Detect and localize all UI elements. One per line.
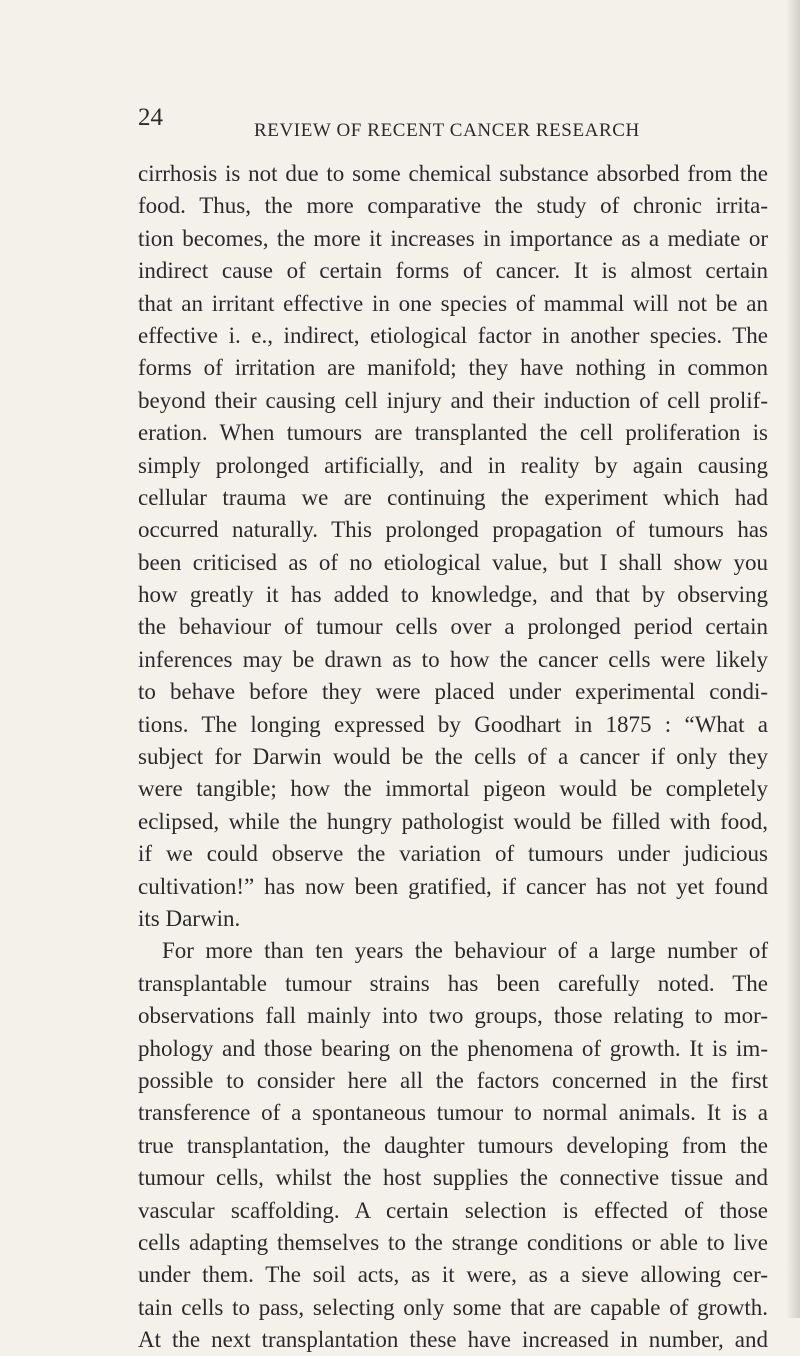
body-text	[138, 158, 768, 1356]
text-line: cirrhosis is not due to some chemical substance absorbed from the	[138, 161, 768, 186]
text-line: cellular trauma we are continuing the experiment which had	[138, 484, 768, 510]
text-line: effective i. e., indirect, etiological factor in another species. The	[138, 322, 768, 348]
text-line: transplantable tumour strains has been carefully noted. The	[138, 970, 768, 996]
text-line: indirect cause of certain forms of cancer. It is almost certain	[138, 258, 768, 284]
text-line: been criticised as of no etiological value, but I shall show you	[138, 549, 768, 575]
paragraph-2	[138, 935, 768, 1356]
text-line: tumour cells, whilst the host supplies the connective tissue and	[138, 1165, 768, 1191]
text-line: transference of a spontaneous tumour to normal animals. It is a	[138, 1100, 768, 1126]
text-line: cultivation!” has now been gratified, if cancer has not yet found	[138, 873, 768, 899]
text-line: to behave before they were placed under experimental condi-	[138, 679, 768, 705]
text-line: if we could observe the variation of tumours under judicious	[138, 841, 768, 867]
running-title: REVIEW OF RECENT CANCER RESEARCH	[254, 120, 640, 141]
text-line: its Darwin.	[138, 905, 241, 931]
text-line: tion becomes, the more it increases in importance as a mediate or	[138, 225, 768, 251]
text-line: phology and those bearing on the phenomena of growth. It is im-	[138, 1035, 768, 1061]
text-line: eclipsed, while the hungry pathologist would be filled with food,	[138, 808, 768, 834]
text-line: beyond their causing cell injury and their induction of cell prolif-	[138, 387, 768, 413]
text-line: vascular scaffolding. A certain selection is effected of those	[138, 1197, 768, 1223]
text-line: were tangible; how the immortal pigeon would be completely	[138, 776, 768, 802]
text-line: tions. The longing expressed by Goodhart in 1875 : “What a	[138, 711, 768, 737]
text-line: observations fall mainly into two groups, those relating to mor-	[138, 1003, 768, 1029]
page-header	[138, 104, 668, 144]
text-line: tain cells to pass, selecting only some that are capable of growth.	[138, 1294, 768, 1320]
text-line: cells adapting themselves to the strange conditions or able to live	[138, 1229, 768, 1255]
text-line: how greatly it has added to knowledge, and that by observing	[138, 582, 768, 608]
text-line: eration. When tumours are transplanted the cell proliferation is	[138, 420, 768, 446]
text-line: true transplantation, the daughter tumours developing from the	[138, 1132, 768, 1158]
page-number: 24	[138, 104, 163, 131]
text-line: the behaviour of tumour cells over a prolonged period certain	[138, 614, 768, 640]
text-line: under them. The soil acts, as it were, as a sieve allowing cer-	[138, 1262, 768, 1288]
text-line: occurred naturally. This prolonged propagation of tumours has	[138, 517, 768, 543]
text-line: forms of irritation are manifold; they have nothing in common	[138, 355, 768, 381]
page-edge-shadow	[786, 0, 800, 1318]
text-line: subject for Darwin would be the cells of a cancer if only they	[138, 744, 768, 770]
text-line: For more than ten years the behaviour of a large number of	[162, 938, 768, 964]
text-line: possible to consider here all the factors concerned in the first	[138, 1067, 768, 1093]
text-line: simply prolonged artificially, and in reality by again causing	[138, 452, 768, 478]
text-line: At the next transplantation these have increased in number, and	[138, 1327, 768, 1353]
text-line: inferences may be drawn as to how the cancer cells were likely	[138, 646, 768, 672]
paragraph-1	[138, 158, 768, 935]
text-line: food. Thus, the more comparative the study of chronic irrita-	[138, 193, 768, 219]
text-line: that an irritant effective in one species of mammal will not be an	[138, 290, 768, 316]
